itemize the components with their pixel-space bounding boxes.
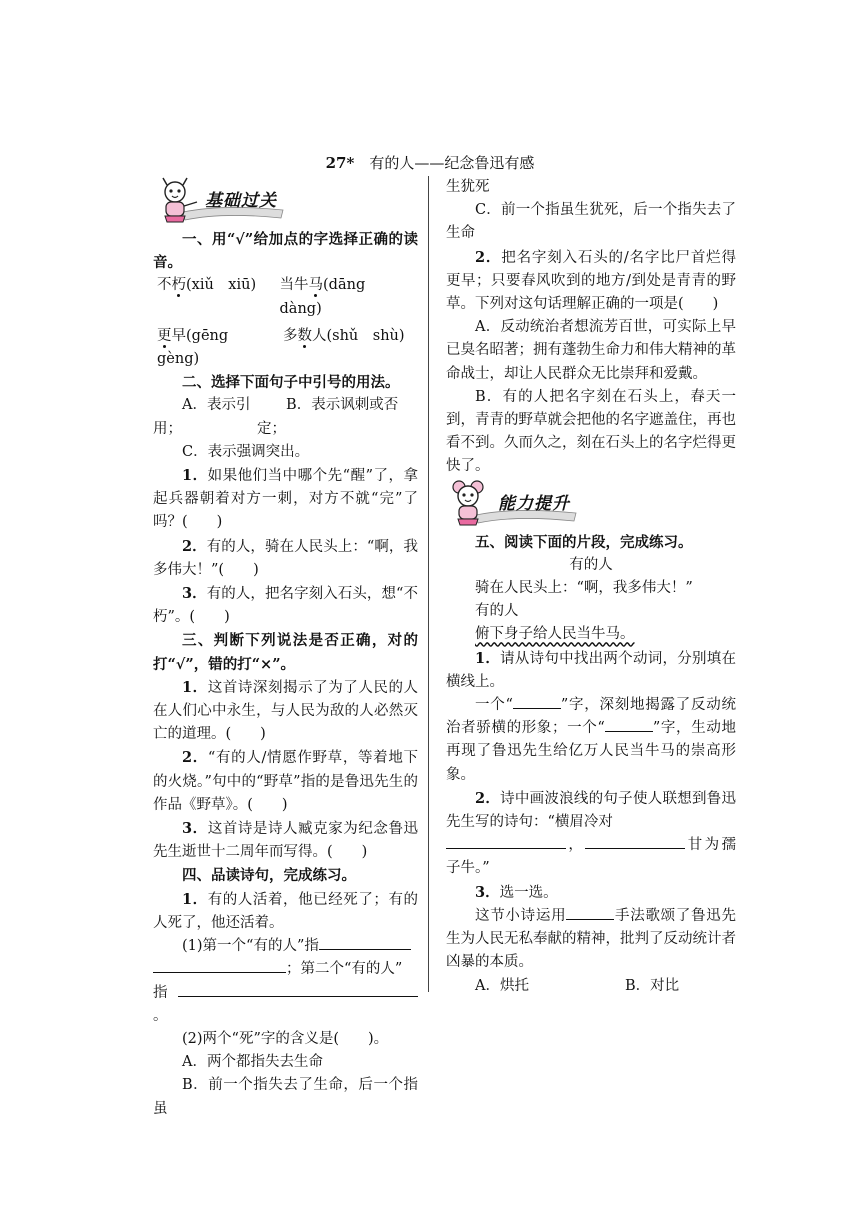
- answer-blank[interactable]: [566, 905, 614, 920]
- lesson-title: 有的人——纪念鲁迅有感: [369, 154, 535, 172]
- left-column: 基础过关 一、用“√”给加点的字选择正确的读音。 不朽(xiǔ xiū) 当牛马(dāng dàng) 更早(gēng gèng) 多数人(shǔ shù) 二、选择下面句子中引号的用法。 A．表示引用； B．表示讽刺或否定； C．表示强调突出。 1．如果他们当中哪个先“醒”了，拿起兵器朝着对方一刺，对方不就“完”了吗？( ) 2．有的人，骑在人民头上：“啊，我多伟大！”( ) 3．有的人，把名字刻入石头，想“不朽”。( ) 三、判断下列说法是否正确，对的打“√”，错的打“×”。 1．这首诗深刻揭示了为了人民的人在人们心中永生，与人民为敌的人必然灭亡的道理。( ) 2．“有的人/情愿作野草，等着地下的火烧。”句中的“野草”指的是鲁迅先生的作品《野草》。( ) 3．这首诗是诗人臧克家为纪念鲁迅先生逝世十二周年而写得。( ) 四、品读诗句，完成练习。 1．有的人活着，他已经死了；有的人死了，他还活着。 (1)第一个“有的人”指 ；第二个“有的人” 指。 (2)两个“死”字的含义是( )。 A．两个都指失去生命 B．前一个指失去了生命，后一个指虽: [153, 176, 418, 1121]
- answer-blank[interactable]: [513, 694, 561, 709]
- s3-question-1: 1．这首诗深刻揭示了为了人民的人在人们心中永生，与人民为敌的人必然灭亡的道理。( ): [153, 678, 419, 743]
- pron-item-4: 多数人(shǔ shù): [283, 327, 405, 344]
- section1-heading: 一、用“√”给加点的字选择正确的读音。: [153, 231, 418, 272]
- pron-item-3: 更早(gēng gèng): [157, 327, 243, 368]
- section2-heading: 二、选择下面句子中引号的用法。: [182, 374, 400, 392]
- s2-question-2: 2．有的人，骑在人民头上：“啊，我多伟大！”( ): [153, 537, 418, 578]
- pron-item-1: 不朽(xiǔ xiū): [157, 277, 257, 294]
- s4-question-2: 2．把名字刻入石头的/名字比尸首烂得更早；只要春风吹到的地方/到处是青青的野草。下列对这句话理解正确的一项是( ): [446, 248, 737, 313]
- poem-title: 有的人: [569, 556, 613, 573]
- s4-question-1: 1．有的人活着，他已经死了；有的人死了，他还活着。: [153, 890, 419, 931]
- s2-question-1: 1．如果他们当中哪个先“醒”了，拿起兵器朝着对方一刺，对方不就“完”了吗？( ): [153, 467, 419, 531]
- s5-question-1: 1．请从诗句中找出两个动词，分别填在横线上。: [446, 649, 736, 690]
- answer-blank[interactable]: [585, 834, 685, 849]
- s3-question-2: 2．“有的人/情愿作野草，等着地下的火烧。”句中的“野草”指的是鲁迅先生的作品《野草》。( ): [153, 749, 418, 813]
- page-title: [0, 152, 860, 173]
- pron-row-2: [153, 325, 418, 371]
- s3-question-3: 3．这首诗是诗人臧克家为纪念鲁迅先生逝世十二周年而写得。( ): [153, 820, 419, 861]
- banner-ability-label: 能力提升: [498, 493, 570, 514]
- answer-blank[interactable]: [446, 834, 566, 849]
- s2-question-3: 3．有的人，把名字刻入石头，想“不朽”。( ): [153, 585, 418, 626]
- banner-basic: [153, 176, 418, 226]
- poem-line-2: 有的人: [475, 603, 519, 620]
- section5-heading: 五、阅读下面的片段，完成练习。: [475, 533, 693, 551]
- s5-q3-options: A．烘托 B．对比: [475, 977, 680, 994]
- section2-options: A．表示引用； B．表示讽刺或否定；: [153, 397, 399, 437]
- answer-blank[interactable]: [153, 958, 286, 973]
- poem-line-3: 俯下身子给人民当牛马。: [475, 626, 635, 643]
- banner-basic-label: 基础过关: [205, 191, 277, 211]
- column-divider: [428, 176, 429, 992]
- s5-question-3: 3．选一选。: [475, 883, 558, 901]
- s4-question-1a: (1)第一个“有的人”指: [153, 935, 418, 958]
- s4-question-1b: (2)两个“死”字的含义是( )。: [182, 1030, 389, 1047]
- right-column: 生犹死 C．前一个指虽生犹死，后一个指失去了生命 2．把名字刻入石头的/名字比尸首烂得更早；只要春风吹到的地方/到处是青青的野草。下列对这句话理解正确的一项是( ) A．反动统治者想流芳百世，可实际上早已臭名昭著；拥有蓬勃生命力和伟大精神的革命战士，却让人民群众无比崇拜和爱戴。 B．有的人把名字刻在石头上，春天一到，青青的野草就会把他的名字遮盖住，再也看不到。久而久之，刻在石头上的名字烂得更快了。 能力提升 五、阅读下面的片段，完成练习。 有的人 骑在人民头上：“啊，我多伟大！” 有的人 俯下身子给人民当牛马。 1．请从诗句中找出两个动词，分别填在横线上。 一个“ ”字，深刻地揭露了反动统治者骄横的形象；一个“ ”字，生动地再现了鲁迅先生给亿万人民当牛马的崇高形象。 2．诗中画波浪线的句子使人联想到鲁迅先生写的诗句：“横眉冷对 ， 甘为孺子牛。” 3．选一选。 这节小诗运用 手法歌颂了鲁迅先生为人民无私奉献的精神，批判了反动统计者凶暴的本质。 A．烘托 B．对比: [446, 176, 736, 998]
- s5-question-2: 2．诗中画波浪线的句子使人联想到鲁迅先生写的诗句：“横眉冷对: [446, 789, 736, 831]
- pron-item-2: 当牛马(dāng dàng): [279, 277, 380, 317]
- section3-heading: 三、判断下列说法是否正确，对的打“√”，错的打“×”。: [153, 632, 418, 673]
- lesson-number: 27*: [325, 154, 355, 172]
- pron-row-1: [153, 274, 418, 320]
- poem-line-1: 骑在人民头上：“啊，我多伟大！”: [475, 580, 693, 597]
- answer-blank[interactable]: [178, 982, 418, 997]
- answer-blank[interactable]: [319, 935, 411, 950]
- section4-heading: 四、品读诗句，完成练习。: [182, 867, 356, 885]
- answer-blank[interactable]: [605, 717, 653, 732]
- banner-ability: [446, 479, 736, 529]
